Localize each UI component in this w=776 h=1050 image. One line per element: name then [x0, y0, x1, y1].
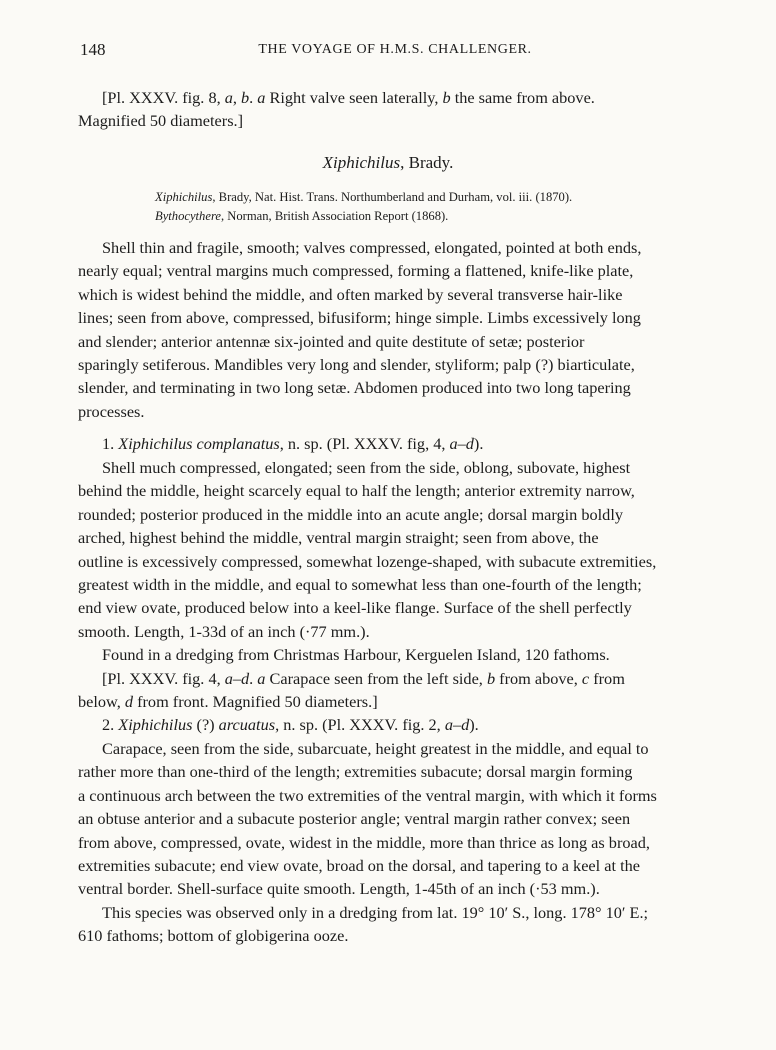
- caption-text: Carapace seen from the left side,: [265, 668, 487, 688]
- description-line: a continuous arch between the two extremities of the ventral margin, with which it forms: [78, 785, 657, 805]
- plate-ref: [Pl. XXXV. fig. 8,: [102, 88, 225, 107]
- species-1-heading: [78, 432, 706, 455]
- description-line: slender, and terminating in two long setæ. Abdomen produced into two long tapering: [78, 378, 631, 398]
- plate-note-line: Magnified 50 diameters.]: [78, 111, 244, 131]
- locality-line: Found in a dredging from Christmas Harbour, Kerguelen Island, 120 fathoms.: [102, 645, 610, 665]
- description-line: and slender; anterior antennæ six-jointed and quite destitute of setæ; posterior: [78, 331, 585, 351]
- synonym-name: Xiphichilus: [155, 190, 213, 204]
- description-line: arched, highest behind the middle, ventral margin straight; seen from above, the: [78, 528, 599, 548]
- genus-description: [78, 236, 706, 423]
- sep: .: [249, 88, 258, 107]
- synonym-list: [155, 188, 715, 226]
- plate-ref: [Pl. XXXV. fig. 4,: [102, 668, 225, 688]
- species-name: Xiphichilus complanatus: [118, 434, 280, 453]
- page-header: [80, 40, 710, 64]
- description-line: rounded; posterior produced in the middle into an acute angle; dorsal margin boldly: [78, 504, 623, 524]
- fig-letter: d: [124, 692, 134, 712]
- fig-letters: a–d: [444, 715, 470, 734]
- species-ref-close: ).: [469, 715, 479, 734]
- plate-note-genus: [78, 86, 706, 133]
- species-1-description: [78, 456, 706, 713]
- running-title: THE VOYAGE OF H.M.S. CHALLENGER.: [258, 42, 532, 57]
- synonym-entry: [155, 207, 715, 226]
- description-line: rather more than one-third of the length; extremities subacute; dorsal margin forming: [78, 762, 633, 782]
- species-name: Xiphichilus: [118, 715, 193, 734]
- description-line: behind the middle, height scarcely equal to half the length; anterior extremity narrow,: [78, 481, 635, 501]
- fig-letter: b: [442, 88, 451, 107]
- description-line: Carapace, seen from the side, subarcuate, height greatest in the middle, and equal to: [102, 739, 649, 758]
- species-ref: , n. sp. (Pl. XXXV. fig. 2,: [275, 715, 445, 734]
- species-query: (?): [192, 715, 219, 734]
- fig-letter: a: [257, 88, 266, 107]
- description-line: greatest width in the middle, and equal to somewhat less than one-fourth of the length;: [78, 575, 642, 595]
- caption-text: from front. Magnified 50 diameters.]: [133, 692, 378, 712]
- caption-text: from above,: [495, 668, 582, 688]
- description-line: extremities subacute; end view ovate, broad on the dorsal, and tapering to a keel at the: [78, 856, 640, 876]
- species-ref: , n. sp. (Pl. XXXV. fig, 4,: [279, 434, 450, 453]
- caption-text: the same from above.: [450, 88, 595, 107]
- page-number: 148: [80, 40, 106, 59]
- species-epithet: arcuatus: [218, 715, 276, 734]
- description-line: Shell thin and fragile, smooth; valves compressed, elongated, pointed at both ends,: [102, 238, 642, 257]
- description-line: smooth. Length, 1-33d of an inch (·77 mm.).: [78, 621, 370, 641]
- species-ref-close: ).: [473, 434, 484, 453]
- description-line: sparingly setiferous. Mandibles very long and slender, styliform; palp (?) biarticulate,: [78, 355, 635, 375]
- fig-letter: a: [224, 88, 233, 107]
- caption-text: Right valve seen laterally,: [265, 88, 443, 107]
- description-line: Shell much compressed, elongated; seen from the side, oblong, subovate, highest: [102, 458, 631, 477]
- species-2-description: [78, 737, 706, 948]
- genus-heading: [0, 153, 776, 173]
- species-2-heading: [78, 713, 706, 736]
- description-line: end view ovate, produced below into a keel-like flange. Surface of the shell perfectly: [78, 598, 632, 618]
- description-line: processes.: [78, 401, 145, 421]
- fig-letters: a–d: [449, 434, 474, 453]
- synonym-entry: [155, 188, 715, 207]
- fig-letters: a–d: [224, 668, 250, 688]
- description-line: nearly equal; ventral margins much compressed, forming a flattened, knife-like plate,: [78, 261, 634, 281]
- description-line: from above, compressed, ovate, widest in the middle, more than thrice as long as broad,: [78, 832, 650, 852]
- fig-letter: b: [241, 88, 250, 107]
- genus-author: , Brady.: [400, 153, 454, 172]
- description-line: outline is excessively compressed, somewhat lozenge-shaped, with subacute extremities,: [78, 551, 657, 571]
- caption-text: below,: [78, 692, 125, 712]
- synonym-ref: , Norman, British Association Report (1868).: [220, 209, 449, 223]
- synonym-ref: , Brady, Nat. Hist. Trans. Northumberland and Durham, vol. iii. (1870).: [212, 190, 573, 204]
- fig-letter: a: [257, 668, 266, 688]
- species-number: 1.: [102, 434, 119, 453]
- synonym-name: Bythocythere: [155, 209, 221, 223]
- locality-line: This species was observed only in a dredging from lat. 19° 10′ S., long. 178° 10′ E.;: [102, 902, 649, 922]
- description-line: lines; seen from above, compressed, bifusiform; hinge simple. Limbs excessively long: [78, 308, 641, 328]
- fig-letter: b: [486, 668, 496, 688]
- sep: ,: [232, 88, 242, 107]
- genus-name: Xiphichilus: [322, 153, 401, 172]
- species-number: 2.: [102, 715, 119, 734]
- description-line: ventral border. Shell-surface quite smooth. Length, 1-45th of an inch (·53 mm.).: [78, 879, 600, 899]
- sep: .: [249, 668, 258, 688]
- locality-line: 610 fathoms; bottom of globigerina ooze.: [78, 926, 349, 946]
- fig-letter: c: [581, 668, 590, 688]
- description-line: an obtuse anterior and a subacute posterior angle; ventral margin rather convex; seen: [78, 809, 631, 829]
- description-line: which is widest behind the middle, and often marked by several transverse hair-like: [78, 284, 623, 304]
- caption-text: from: [589, 668, 625, 688]
